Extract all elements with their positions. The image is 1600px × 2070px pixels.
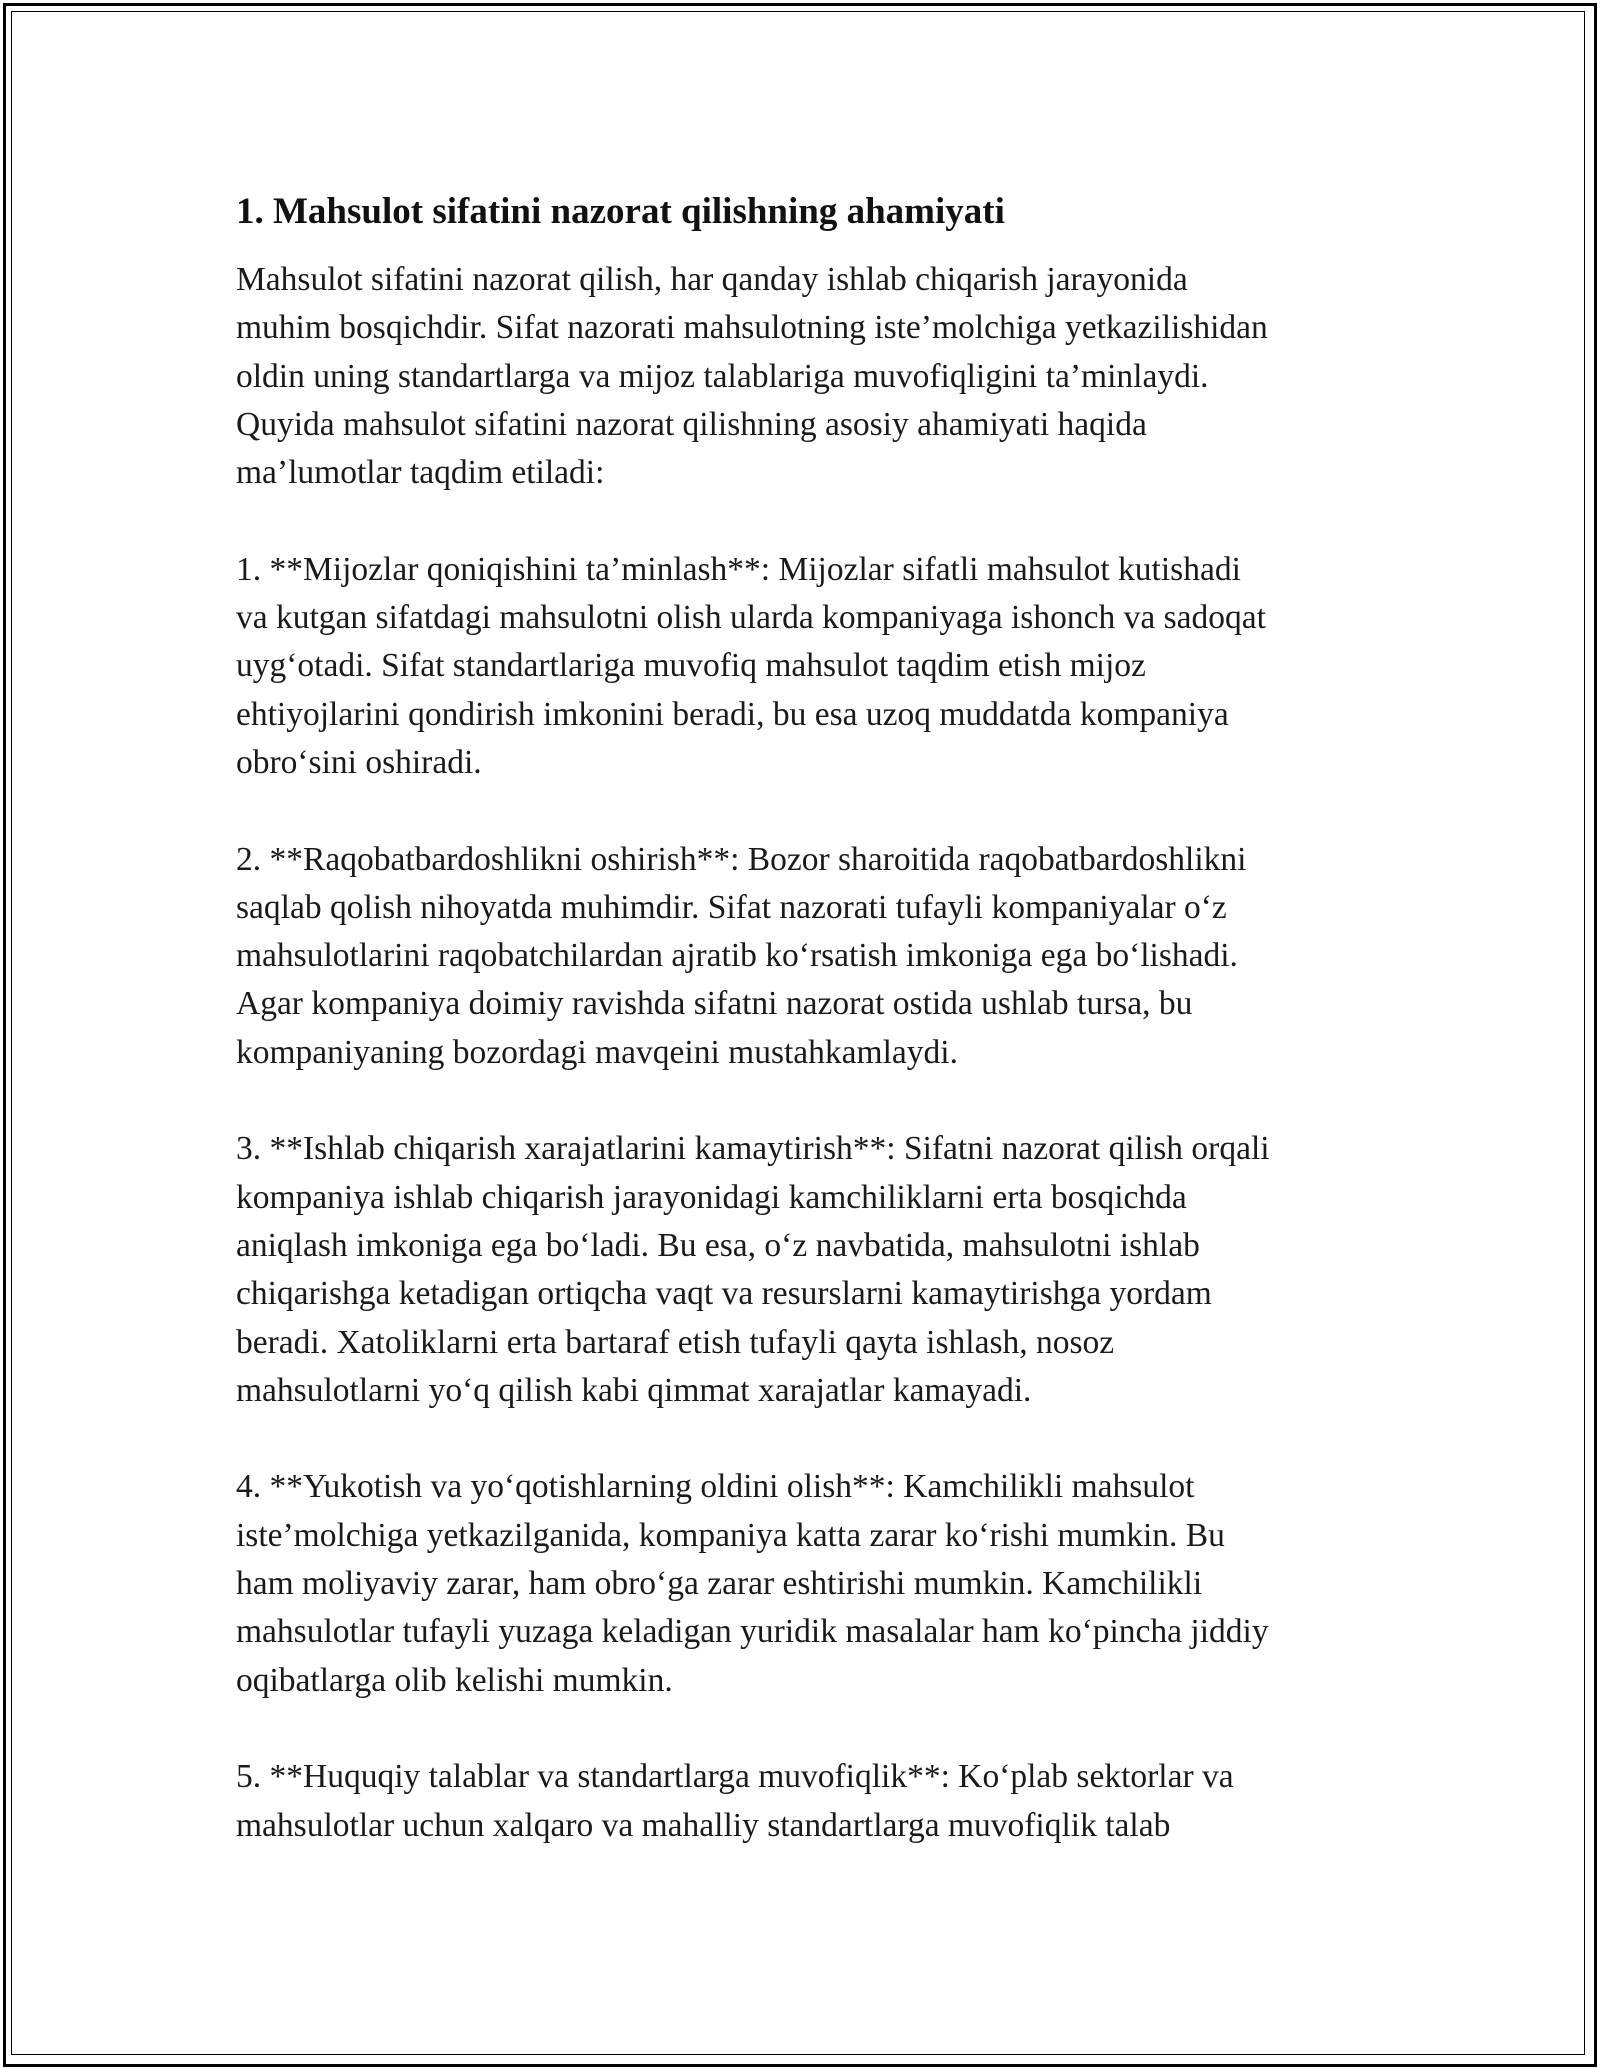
list-item-loss-prevention: 4. **Yukotish va yoʻqotishlarning oldini olish**: Kamchilikli mahsulot iste’molchiga yetkazilganida, kompaniya katta zarar koʻrishi mumkin. Bu ham moliyaviy zarar, ham obroʻga zarar eshtirishi mumkin. Kamchilikli mahsulotlar tufayli yuzaga keladigan yuridik masalalar ham koʻpincha jiddiy oqibatlarga olib kelishi mumkin. <box>236 1468 1269 1699</box>
document-body <box>236 188 1386 1898</box>
list-item-customer-satisfaction: 1. **Mijozlar qoniqishini ta’minlash**: Mijozlar sifatli mahsulot kutishadi va kutgan sifatdagi mahsulotni olish ularda kompaniyaga ishonch va sadoqat uygʻotadi. Sifat standartlariga muvofiq mahsulot taqdim etish mijoz ehtiyojlarini qondirish imkonini beradi, bu esa uzoq muddatda kompaniya obroʻsini oshiradi. <box>236 550 1266 781</box>
list-item-cost-reduction: 3. **Ishlab chiqarish xarajatlarini kamaytirish**: Sifatni nazorat qilish orqali kompaniya ishlab chiqarish jarayonidagi kamchiliklarni erta bosqichda aniqlash imkoniga ega boʻladi. Bu esa, oʻz navbatida, mahsulotni ishlab chiqarishga ketadigan ortiqcha vaqt va resurslarni kamaytirishga yordam beradi. Xatoliklarni erta bartaraf etish tufayli qayta ishlash, nosoz mahsulotlarni yoʻq qilish kabi qimmat xarajatlar kamayadi. <box>236 1130 1270 1409</box>
list-item-legal-compliance: 5. **Huquqiy talablar va standartlarga muvofiqlik**: Koʻplab sektorlar va mahsulotlar uchun xalqaro va mahalliy standartlarga muvofiqlik talab <box>236 1758 1234 1844</box>
list-item-competitiveness: 2. **Raqobatbardoshlikni oshirish**: Bozor sharoitida raqobatbardoshlikni saqlab qolish nihoyatda muhimdir. Sifat nazorati tufayli kompaniyalar oʻz mahsulotlarini raqobatchilardan ajratib koʻrsatish imkoniga ega boʻlishadi. Agar kompaniya doimiy ravishda sifatni nazorat ostida ushlab tursa, bu kompaniyaning bozordagi mavqeini mustahkamlaydi. <box>236 840 1247 1071</box>
intro-paragraph: Mahsulot sifatini nazorat qilish, har qanday ishlab chiqarish jarayonida muhim bosqichdir. Sifat nazorati mahsulotning iste’molchiga yetkazilishidan oldin uning standartlarga va mijoz talablariga muvofiqligini ta’minlaydi. Quyida mahsulot sifatini nazorat qilishning asosiy ahamiyati haqida ma’lumotlar taqdim etiladi: <box>236 261 1268 492</box>
section-title: 1. Mahsulot sifatini nazorat qilishning ahamiyati <box>236 191 1005 232</box>
